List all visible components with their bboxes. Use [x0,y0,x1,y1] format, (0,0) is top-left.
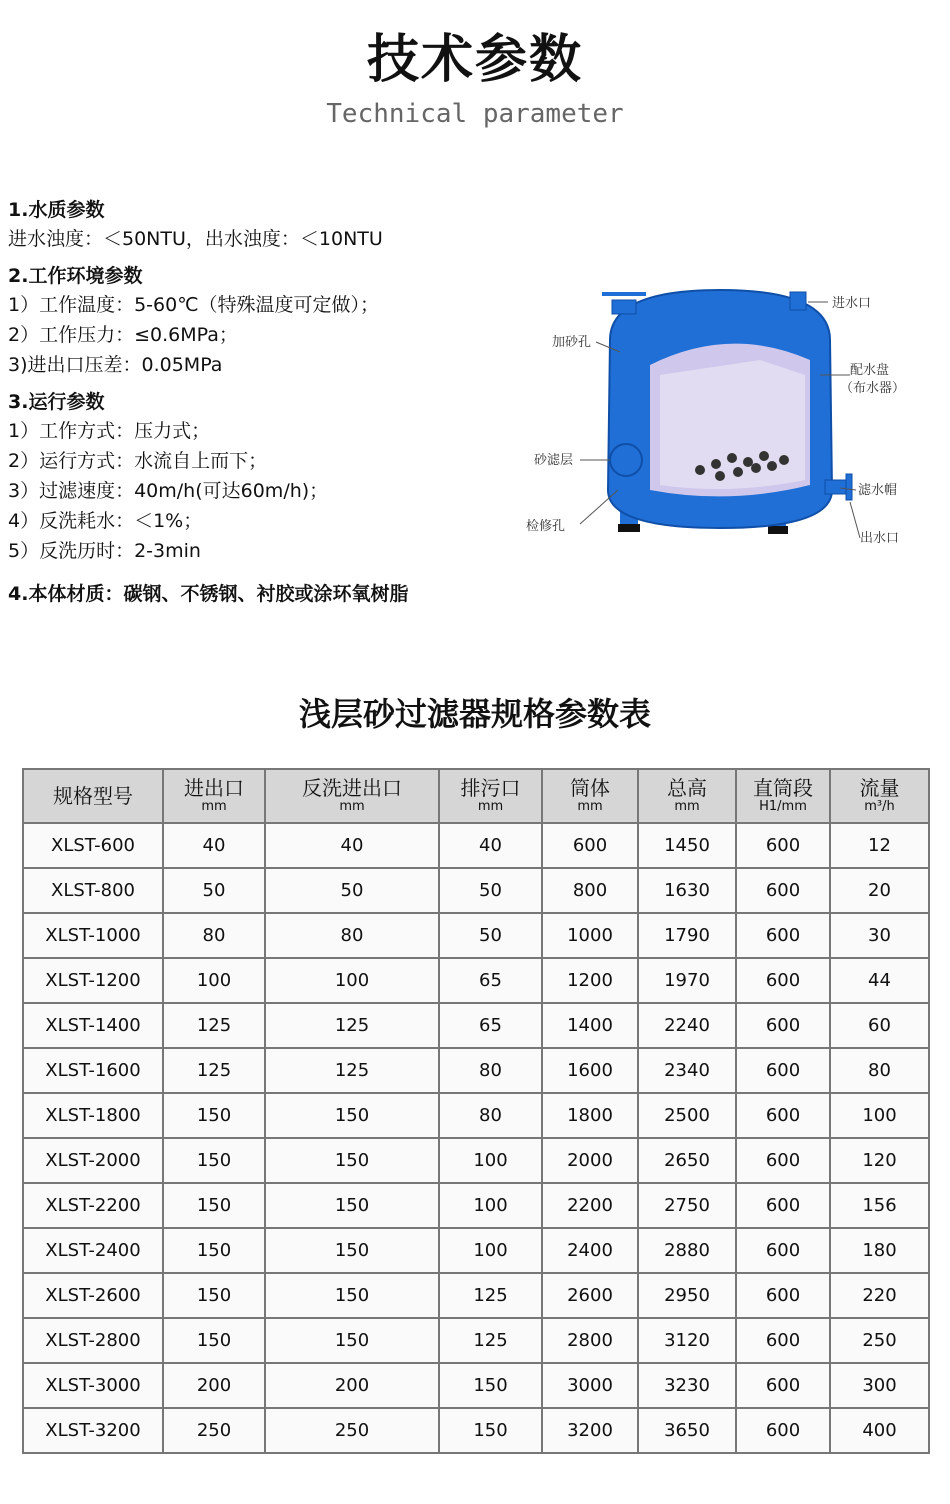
table-cell: 150 [163,1273,265,1318]
table-cell: 1000 [542,913,638,958]
table-cell: 100 [439,1138,542,1183]
table-cell: 100 [830,1093,929,1138]
table-cell: 2400 [542,1228,638,1273]
table-cell: 1800 [542,1093,638,1138]
table-cell: 125 [265,1003,439,1048]
table-cell: 2950 [638,1273,736,1318]
table-row [23,1318,929,1363]
section-title: 3.运行参数 [8,391,105,413]
table-cell: 600 [736,868,830,913]
table-body [23,823,929,1453]
column-header-unit: m³/h [864,799,895,814]
table-cell: 220 [830,1273,929,1318]
table-cell: 40 [265,823,439,868]
table-cell: 60 [830,1003,929,1048]
table-row [23,1093,929,1138]
column-header-label: 直筒段 [753,776,813,800]
label-sand-layer: 砂滤层 [534,453,574,468]
param-line: 4）反洗耗水：＜1%； [8,510,203,532]
table-row [23,823,929,868]
column-header [736,769,830,823]
table-cell: XLST-2000 [23,1138,163,1183]
column-header [163,769,265,823]
table-cell: 600 [736,1318,830,1363]
table-cell: 125 [163,1048,265,1093]
table-cell: 180 [830,1228,929,1273]
label-inlet: 进水口 [832,296,872,311]
table-cell: XLST-1200 [23,958,163,1003]
table-row [23,913,929,958]
table-cell: XLST-600 [23,823,163,868]
table-cell: 80 [830,1048,929,1093]
table-cell: 600 [736,1363,830,1408]
parameter-list [8,196,528,616]
table-row [23,1228,929,1273]
param-section-material [8,580,528,608]
spec-table [22,768,930,1454]
filter-tank-diagram [520,280,920,560]
param-line: 3）过滤速度：40m/h(可达60m/h)； [8,480,329,502]
table-cell: 300 [830,1363,929,1408]
table-cell: 600 [736,1273,830,1318]
table-cell: 150 [265,1093,439,1138]
label-filter-cap: 滤水帽 [858,483,898,498]
column-header [23,769,163,823]
table-cell: XLST-1000 [23,913,163,958]
label-distributor: 配水盘 [850,363,890,378]
table-cell: XLST-2800 [23,1318,163,1363]
table-cell: 1400 [542,1003,638,1048]
table-cell: 1200 [542,958,638,1003]
param-section-environment [8,262,528,380]
param-line: 1）工作温度：5-60℃（特殊温度可定做）； [8,294,380,316]
column-header [638,769,736,823]
table-cell: 150 [439,1408,542,1453]
table-cell: 150 [439,1363,542,1408]
table-cell: 150 [163,1138,265,1183]
table-cell: 40 [163,823,265,868]
column-header-unit: mm [339,799,365,814]
param-line: 2）运行方式：水流自上而下； [8,450,268,472]
table-row [23,1138,929,1183]
table-cell: 1450 [638,823,736,868]
table-cell: 2600 [542,1273,638,1318]
table-cell: 600 [736,1003,830,1048]
table-cell: 200 [163,1363,265,1408]
label-manhole: 检修孔 [526,519,566,534]
table-cell: XLST-800 [23,868,163,913]
table-cell: 600 [736,913,830,958]
table-cell: 150 [265,1228,439,1273]
column-header-label: 筒体 [570,776,610,800]
section-title: 4.本体材质：碳钢、不锈钢、衬胶或涂环氧树脂 [8,583,409,605]
table-cell: 20 [830,868,929,913]
page-title: 技术参数 [366,30,583,90]
column-header [830,769,929,823]
column-header-label: 反洗进出口 [302,776,402,800]
table-cell: 80 [265,913,439,958]
tank-leg-foot [618,524,640,532]
param-line: 5）反洗历时：2-3min [8,540,201,562]
table-cell: 50 [439,868,542,913]
table-cell: 100 [439,1228,542,1273]
table-cell: 2800 [542,1318,638,1363]
table-cell: 100 [265,958,439,1003]
table-cell: 400 [830,1408,929,1453]
section-title: 1.水质参数 [8,199,105,221]
table-row [23,868,929,913]
table-cell: 100 [163,958,265,1003]
table-cell: 600 [736,1138,830,1183]
table-cell: 1970 [638,958,736,1003]
table-cell: 800 [542,868,638,913]
table-cell: XLST-3000 [23,1363,163,1408]
column-header-unit: mm [477,799,504,814]
table-title: 浅层砂过滤器规格参数表 [298,695,651,733]
sand-layer [660,360,805,489]
table-cell: XLST-2600 [23,1273,163,1318]
table-cell: 12 [830,823,929,868]
label-sand-hole: 加砂孔 [552,335,592,350]
column-header-label: 总高 [667,776,707,800]
manhole-flange [610,444,642,476]
section-title: 2.工作环境参数 [8,265,143,287]
table-cell: 600 [736,823,830,868]
table-row [23,1408,929,1453]
table-cell: 600 [736,1183,830,1228]
table-cell: 250 [830,1318,929,1363]
table-cell: 2500 [638,1093,736,1138]
table-cell: 600 [736,958,830,1003]
tank-leg-foot [768,526,788,534]
table-cell: 150 [265,1183,439,1228]
table-cell: 125 [439,1318,542,1363]
table-cell: 125 [439,1273,542,1318]
table-cell: 1790 [638,913,736,958]
table-cell: 65 [439,958,542,1003]
table-cell: XLST-2400 [23,1228,163,1273]
table-cell: 200 [265,1363,439,1408]
table-row [23,958,929,1003]
column-header-unit: H1/mm [759,799,807,814]
table-cell: XLST-1800 [23,1093,163,1138]
table-cell: 2000 [542,1138,638,1183]
table-row [23,1048,929,1093]
param-line: 1）工作方式：压力式； [8,420,211,442]
param-section-operation [8,388,528,566]
table-cell: 80 [163,913,265,958]
table-row [23,1363,929,1408]
table-cell: 1630 [638,868,736,913]
table-cell: 150 [163,1093,265,1138]
table-cell: 2240 [638,1003,736,1048]
table-cell: 40 [439,823,542,868]
table-cell: 50 [163,868,265,913]
param-line: 2）工作压力：≤0.6MPa； [8,324,238,346]
table-cell: 156 [830,1183,929,1228]
column-header-label: 规格型号 [53,784,133,808]
table-cell: 150 [265,1138,439,1183]
label-outlet: 出水口 [860,531,900,546]
column-header [265,769,439,823]
table-row [23,1273,929,1318]
param-line: 进水浊度：＜50NTU，出水浊度：＜10NTU [8,228,383,250]
table-cell: 30 [830,913,929,958]
column-header [542,769,638,823]
table-cell: 150 [163,1183,265,1228]
table-cell: 600 [736,1228,830,1273]
table-cell: 80 [439,1048,542,1093]
table-cell: 2200 [542,1183,638,1228]
column-header-unit: mm [201,799,227,814]
table-cell: 600 [736,1093,830,1138]
table-cell: 100 [439,1183,542,1228]
table-cell: 2340 [638,1048,736,1093]
table-cell: 150 [265,1318,439,1363]
table-cell: 3000 [542,1363,638,1408]
table-cell: 2750 [638,1183,736,1228]
table-cell: 600 [736,1408,830,1453]
column-header-unit: mm [674,799,700,814]
table-cell: 3200 [542,1408,638,1453]
table-cell: XLST-3200 [23,1408,163,1453]
table-cell: 80 [439,1093,542,1138]
table-cell: 600 [736,1048,830,1093]
label-distributor-sub: （布水器） [840,381,906,396]
table-row [23,1003,929,1048]
column-header-label: 进出口 [184,776,244,800]
table-cell: 65 [439,1003,542,1048]
table-row [23,1183,929,1228]
table-cell: 125 [265,1048,439,1093]
column-header-label: 排污口 [460,776,521,800]
table-cell: 44 [830,958,929,1003]
table-header-row [23,769,929,823]
table-cell: 250 [265,1408,439,1453]
table-cell: 1600 [542,1048,638,1093]
table-cell: 120 [830,1138,929,1183]
table-cell: 3650 [638,1408,736,1453]
outlet-pipe [825,480,849,494]
table-cell: 50 [439,913,542,958]
table-cell: XLST-1400 [23,1003,163,1048]
table-cell: 150 [163,1228,265,1273]
column-header [439,769,542,823]
inlet-pipe [790,292,806,310]
table-cell: 3230 [638,1363,736,1408]
table-cell: 125 [163,1003,265,1048]
table-cell: 2650 [638,1138,736,1183]
param-line: 3)进出口压差：0.05MPa [8,354,223,376]
table-cell: XLST-1600 [23,1048,163,1093]
table-cell: 250 [163,1408,265,1453]
table-cell: 50 [265,868,439,913]
sand-hole-valve [612,300,636,314]
table-cell: 150 [163,1318,265,1363]
column-header-unit: mm [577,799,603,814]
table-cell: 600 [542,823,638,868]
table-cell: 2880 [638,1228,736,1273]
column-header-label: 流量 [859,776,900,800]
page-header [0,28,950,130]
table-cell: 3120 [638,1318,736,1363]
param-section-water-quality [8,196,528,254]
page-subtitle: Technical parameter [326,99,624,129]
table-cell: 150 [265,1273,439,1318]
table-cell: XLST-2200 [23,1183,163,1228]
